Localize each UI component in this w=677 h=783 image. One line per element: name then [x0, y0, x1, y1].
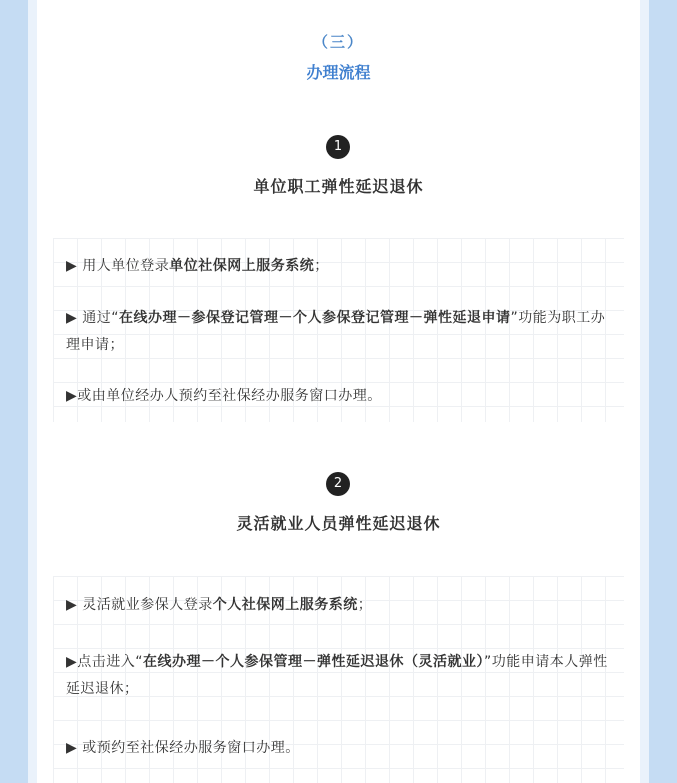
item-text: ”功能为职工办理申请； [66, 310, 606, 353]
item-text: ▶ 通过“ [66, 310, 119, 326]
item-text: ▶或由单位经办人预约至社保经办服务窗口办理。 [66, 388, 382, 404]
step-2-item-1 [66, 592, 614, 619]
item-system-name: 个人社保网上服务系统 [212, 597, 358, 613]
section-title [298, 60, 378, 83]
step-1-item-1 [66, 253, 614, 280]
item-text: ▶ 灵活就业参保人登录 [66, 597, 213, 613]
section-title-wrap [0, 60, 677, 83]
item-text: ▶ 用人单位登录 [66, 258, 170, 274]
step-1-badge: 1 [326, 135, 350, 159]
item-text: ； [357, 597, 373, 613]
step-2-badge: 2 [326, 472, 350, 496]
item-menu-path: 在线办理－参保登记管理－个人参保登记管理－弹性延退申请 [118, 310, 511, 326]
step-1-item-3 [66, 383, 614, 410]
item-text: ▶点击进入“ [66, 654, 144, 670]
section-number: （三） [312, 33, 364, 51]
step-2-title: 灵活就业人员弹性延迟退休 [236, 514, 441, 533]
item-text: ”功能申请本人弹性延迟退休； [66, 654, 608, 697]
item-system-name: 单位社保网上服务系统 [169, 258, 315, 274]
item-text: ▶ 或预约至社保经办服务窗口办理。 [66, 740, 300, 756]
section-title-text: 办理流程 [306, 63, 371, 82]
step-2-item-2 [66, 649, 614, 703]
step-2-item-3 [66, 735, 614, 762]
step-1-item-2 [66, 305, 614, 359]
item-menu-path: 在线办理－个人参保管理－弹性延迟退休（灵活就业） [143, 654, 485, 670]
step-1-title: 单位职工弹性延迟退休 [253, 177, 424, 196]
item-text: ； [314, 258, 329, 274]
